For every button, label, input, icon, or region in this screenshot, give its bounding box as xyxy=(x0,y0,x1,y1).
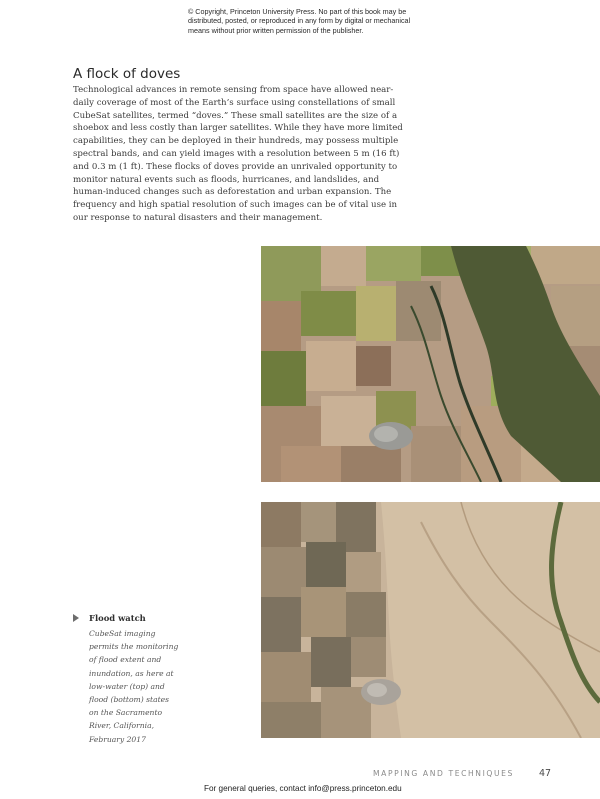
section-body: Technological advances in remote sensing from space have allowed near-daily coverage of most of the Earth’s surface using constellations of small CubeSat satellites, termed “doves.” These small satellites are the size of a shoebox and less costly than larger satellites. While they have more limited capabilities, they can be deployed in their hundreds, may possess multiple spectral bands, and can yield images with a resolution between 5 m (16 ft) and 0.3 m (1 ft). These flocks of doves provide an unrivaled opportunity to monitor natural events such as floods, hurricanes, and landslides, and human-induced changes such as deforestation and urban expansion. The frequency and high spatial resolution of such images can be of vital use in our response to natural disasters and their management. xyxy=(73,85,403,223)
caption-title: Flood watch xyxy=(89,613,146,623)
satellite-image-low-water xyxy=(261,246,600,482)
copyright-notice: © Copyright, Princeton University Press. No part of this book may be distributed, posted, or reproduced in any form by digital or mechanical means without prior written permission of the publisher. xyxy=(188,7,411,35)
low-water-image-graphic xyxy=(261,246,600,482)
satellite-image-flood xyxy=(261,502,600,738)
caption-text: CubeSat imaging permits the monitoring of flood extent and inundation, as here at low-water (top) and flood (bottom) states on the Sacramento River, California, February 2017 xyxy=(89,629,179,744)
section-title: A flock of doves xyxy=(73,66,181,82)
caption-arrow-icon xyxy=(73,614,79,622)
flood-image-graphic xyxy=(261,502,600,738)
running-footer-section: MAPPING AND TECHNIQUES xyxy=(373,769,514,778)
page-number: 47 xyxy=(539,768,552,779)
footer-contact-note: For general queries, contact info@press.princeton.edu xyxy=(204,784,402,793)
